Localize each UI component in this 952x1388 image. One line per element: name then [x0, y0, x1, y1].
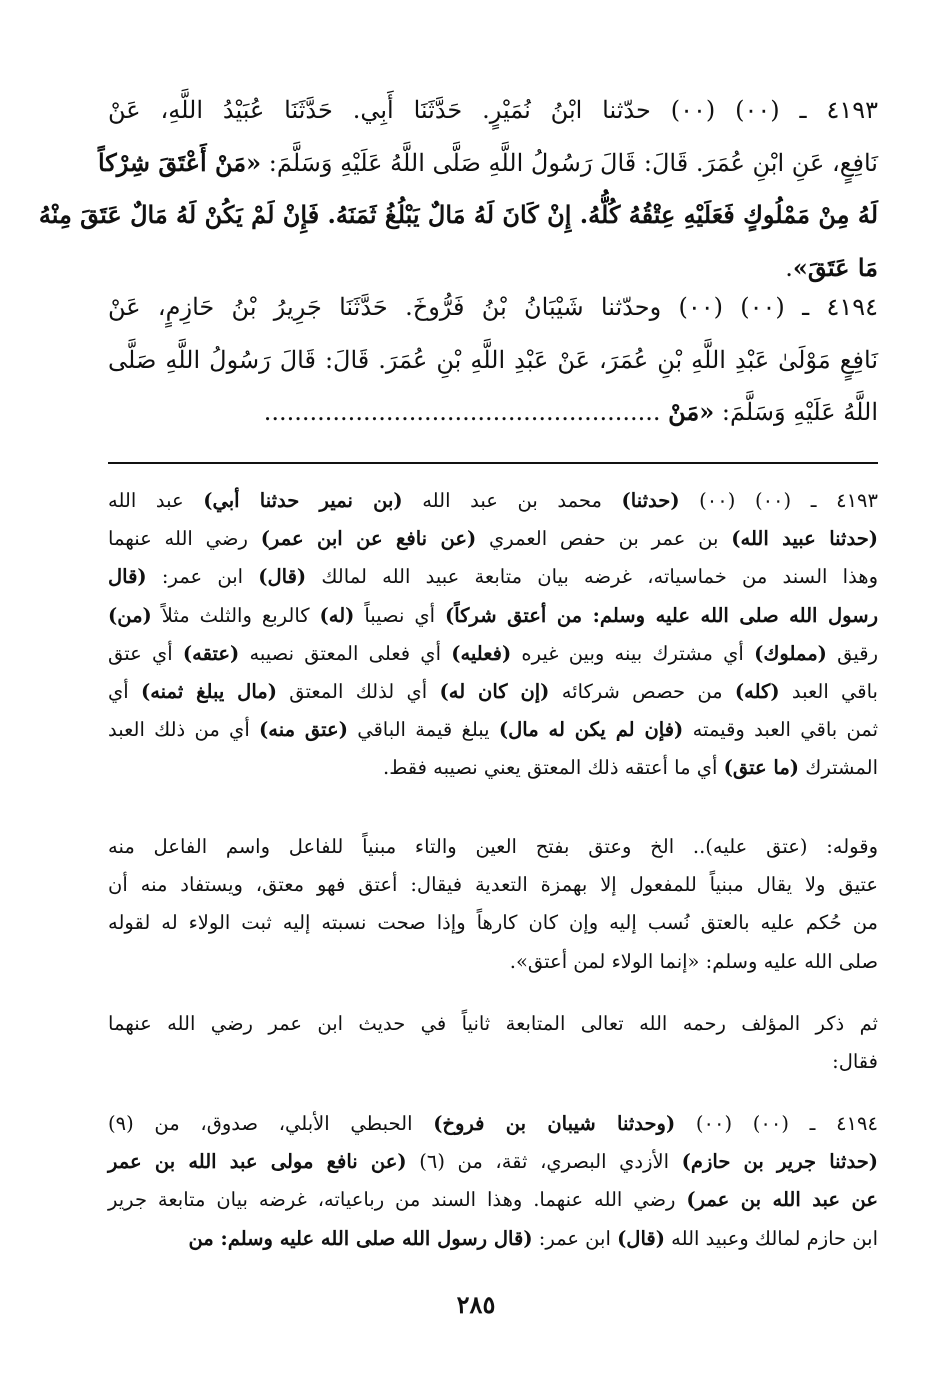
text-segment: . [785, 254, 793, 283]
text-segment: وهذا السند من خماسياته، غرضه بيان متابعة عبيد الله لمالك [306, 565, 879, 589]
bold-text-segment: (مملوك) [754, 641, 827, 665]
bold-text-segment: (قال) [617, 1226, 665, 1250]
bold-text-segment: عن عبد الله بن عمر) [686, 1188, 878, 1212]
text-segment: عتيق ولا يقال مبنياً للمفعول إلا بهمزة التعدية فيقال: أعتق فهو معتق، ويستفاد منه أن [108, 873, 878, 897]
bold-text-segment: (فإن لم يكن له مال) [498, 718, 684, 742]
text-segment: صلى الله عليه وسلم: «إنما الولاء لمن أعتق». [509, 949, 878, 973]
text-segment: ٤١٩٣ ـ (٠٠) (٠٠) حدّثنا ابْنُ نُمَيْرٍ. حَدَّثَنَا أَبِي. حَدَّثَنَا عُبَيْدُ اللَّهِ، عَنْ [108, 96, 879, 124]
bold-text-segment: (حدثنا جرير بن حازم) [681, 1150, 878, 1174]
text-line [38, 189, 878, 242]
text-line [108, 1005, 878, 1043]
text-segment: يبلغ قيمة الباقي [347, 718, 499, 742]
text-segment: ثم ذكر المؤلف رحمه الله تعالى المتابعة ثانياً في حديث ابن عمر رضي الله عنهما [108, 1012, 878, 1035]
page-number: ٢٨٥ [456, 1290, 496, 1319]
text-line [108, 673, 878, 711]
bold-text-segment: (حدثنا) [621, 489, 680, 512]
text-segment: ابن حازم لمالك وعبيد الله [664, 1226, 878, 1250]
commentary-4194 [108, 1105, 878, 1258]
bold-text-segment: (إن كان له) [439, 679, 550, 703]
text-line [108, 84, 878, 137]
footnote-separator [108, 462, 878, 464]
text-segment: من حصص شركائه [549, 679, 735, 703]
text-line [108, 334, 878, 387]
text-segment: أي [108, 679, 141, 703]
bold-text-segment: رسول الله صلى الله عليه وسلم: من أعتق شركاً) [444, 603, 878, 627]
text-segment: كالربع والثلث مثلاً [151, 603, 320, 627]
text-line [108, 1220, 878, 1258]
text-segment: ٤١٩٤ ـ (٠٠) (٠٠) وحدّثنا شَيْبَانُ بْنُ فَرُّوخَ. حَدَّثَنَا جَرِيرُ بْنُ حَازِمٍ، عَنْ [108, 293, 878, 321]
text-segment: ٤١٩٣ ـ (٠٠) (٠٠) [679, 489, 878, 512]
bold-text-segment: (قال) [258, 565, 307, 589]
bold-text-segment: مَا عَتَقَ» [792, 253, 878, 283]
text-line [108, 828, 878, 866]
bold-text-segment: (عن نافع عن ابن عمر) [260, 527, 477, 551]
text-segment: الأزدي البصري، ثقة، من (٦) [406, 1150, 682, 1174]
bold-text-segment: (فعليه) [451, 641, 512, 665]
bold-text-segment: (وحدثنا شيبان بن فروخ) [433, 1112, 676, 1135]
text-line [108, 482, 878, 520]
text-segment: أي نصيباً [354, 603, 445, 627]
text-line [108, 281, 878, 334]
text-line [108, 1181, 878, 1219]
bold-text-segment: «مَنْ [668, 397, 715, 427]
text-segment: رضي الله عنهما. وهذا السند من رباعياته، غرضه بيان متابعة جرير [108, 1188, 687, 1212]
text-segment: أي لذلك المعتق [276, 679, 440, 703]
text-line [108, 386, 878, 439]
text-segment: نَافِعٍ، عَنِ ابْنِ عُمَرَ. قَالَ: قَالَ رَسُولُ اللَّهِ صَلَّى اللَّهُ عَلَيْهِ وَسَلَّمَ: [261, 148, 878, 177]
hadith-4193 [38, 84, 879, 295]
text-segment: المشترك [799, 756, 878, 780]
text-segment: .................................................... [263, 398, 669, 427]
text-segment: أي عتق [108, 641, 183, 665]
text-segment: فقال: [832, 1050, 878, 1074]
text-segment: من حُكم عليه بالعتق نُسب إليه وإن كان كارهاً وإذا صحت نسبته إليه ثبت الولاء له لقوله [108, 911, 878, 935]
text-segment: رقيق [826, 641, 878, 665]
bold-text-segment: (بن نمير حدثنا أبي) [203, 489, 403, 512]
text-segment: ثمن باقي العبد وقيمته [683, 718, 879, 742]
bold-text-segment: لَهُ مِنْ مَمْلُوكٍ فَعَلَيْهِ عِتْقُهُ كُلُّهُ. إِنْ كَانَ لَهُ مَالٌ يَبْلُغُ ثَمَنَهُ. فَإِنْ لَمْ يَكُنْ لَهُ مَالٌ عَتَقَ مِنْهُ [38, 200, 878, 230]
bold-text-segment: (عن نافع مولى عبد الله بن عمر [108, 1150, 407, 1174]
bold-text-segment: (قال [108, 565, 147, 589]
text-segment: محمد بن عبد الله [402, 489, 622, 512]
hadith-4194 [108, 281, 878, 439]
text-segment: أي ما أعتقه ذلك المعتق يعني نصيبه فقط. [383, 756, 724, 780]
text-line [108, 1143, 878, 1181]
text-line [108, 635, 878, 673]
bold-text-segment: (كله) [734, 679, 780, 703]
commentary-4193 [108, 482, 878, 788]
text-segment: نَافِعٍ مَوْلَىٰ عَبْدِ اللَّهِ بْنِ عُمَرَ، عَنْ عَبْدِ اللَّهِ بْنِ عُمَرَ. قَالَ: قَالَ رَسُولُ اللَّهِ صَلَّى [108, 345, 878, 374]
text-segment: أي مشترك بينه وبين غيره [511, 641, 755, 665]
text-segment: أي فعلى المعتق نصيبه [239, 641, 452, 665]
text-segment: ٤١٩٤ ـ (٠٠) (٠٠) [675, 1112, 878, 1135]
text-line [108, 749, 878, 787]
bold-text-segment: (قال رسول الله صلى الله عليه وسلم: من [188, 1226, 533, 1250]
text-line [97, 137, 878, 190]
text-line [108, 866, 878, 904]
text-segment: عبد الله [108, 489, 204, 512]
commentary-transition [108, 1005, 878, 1081]
text-segment: الحبطي الأبلي، صدوق، من (٩) [108, 1112, 434, 1135]
bold-text-segment: (له) [319, 603, 355, 627]
text-segment: ابن عمر: [532, 1226, 618, 1250]
bold-text-segment: (عتق منه) [259, 718, 348, 742]
text-line [108, 520, 878, 558]
commentary-note [108, 828, 878, 981]
text-line [108, 597, 878, 635]
bold-text-segment: «مَنْ أَعْتَقَ شِرْكاً [97, 147, 262, 177]
bold-text-segment: (ما عتق) [723, 756, 800, 780]
text-segment: اللَّهُ عَلَيْهِ وَسَلَّمَ: [714, 398, 878, 427]
bold-text-segment: (من) [108, 603, 152, 627]
text-segment: وقوله: (عتق عليه).. الخ وعتق بفتح العين والتاء مبنياً للفاعل واسم الفاعل منه [108, 835, 878, 858]
text-line [108, 558, 878, 596]
text-line [108, 904, 878, 942]
text-segment: رضي الله عنهما [108, 527, 261, 551]
text-segment: باقي العبد [779, 679, 878, 703]
text-segment: أي من ذلك العبد [108, 718, 260, 742]
bold-text-segment: (مال يبلغ ثمنه) [140, 679, 277, 703]
text-line [108, 711, 878, 749]
bold-text-segment: (حدثنا عبيد الله) [731, 527, 879, 551]
text-line [108, 1105, 878, 1143]
text-line [108, 943, 878, 981]
text-segment: ابن عمر: [146, 565, 259, 589]
text-line [108, 1043, 878, 1081]
text-segment: بن عمر بن حفص العمري [476, 527, 732, 551]
bold-text-segment: (عتقه) [182, 641, 240, 665]
